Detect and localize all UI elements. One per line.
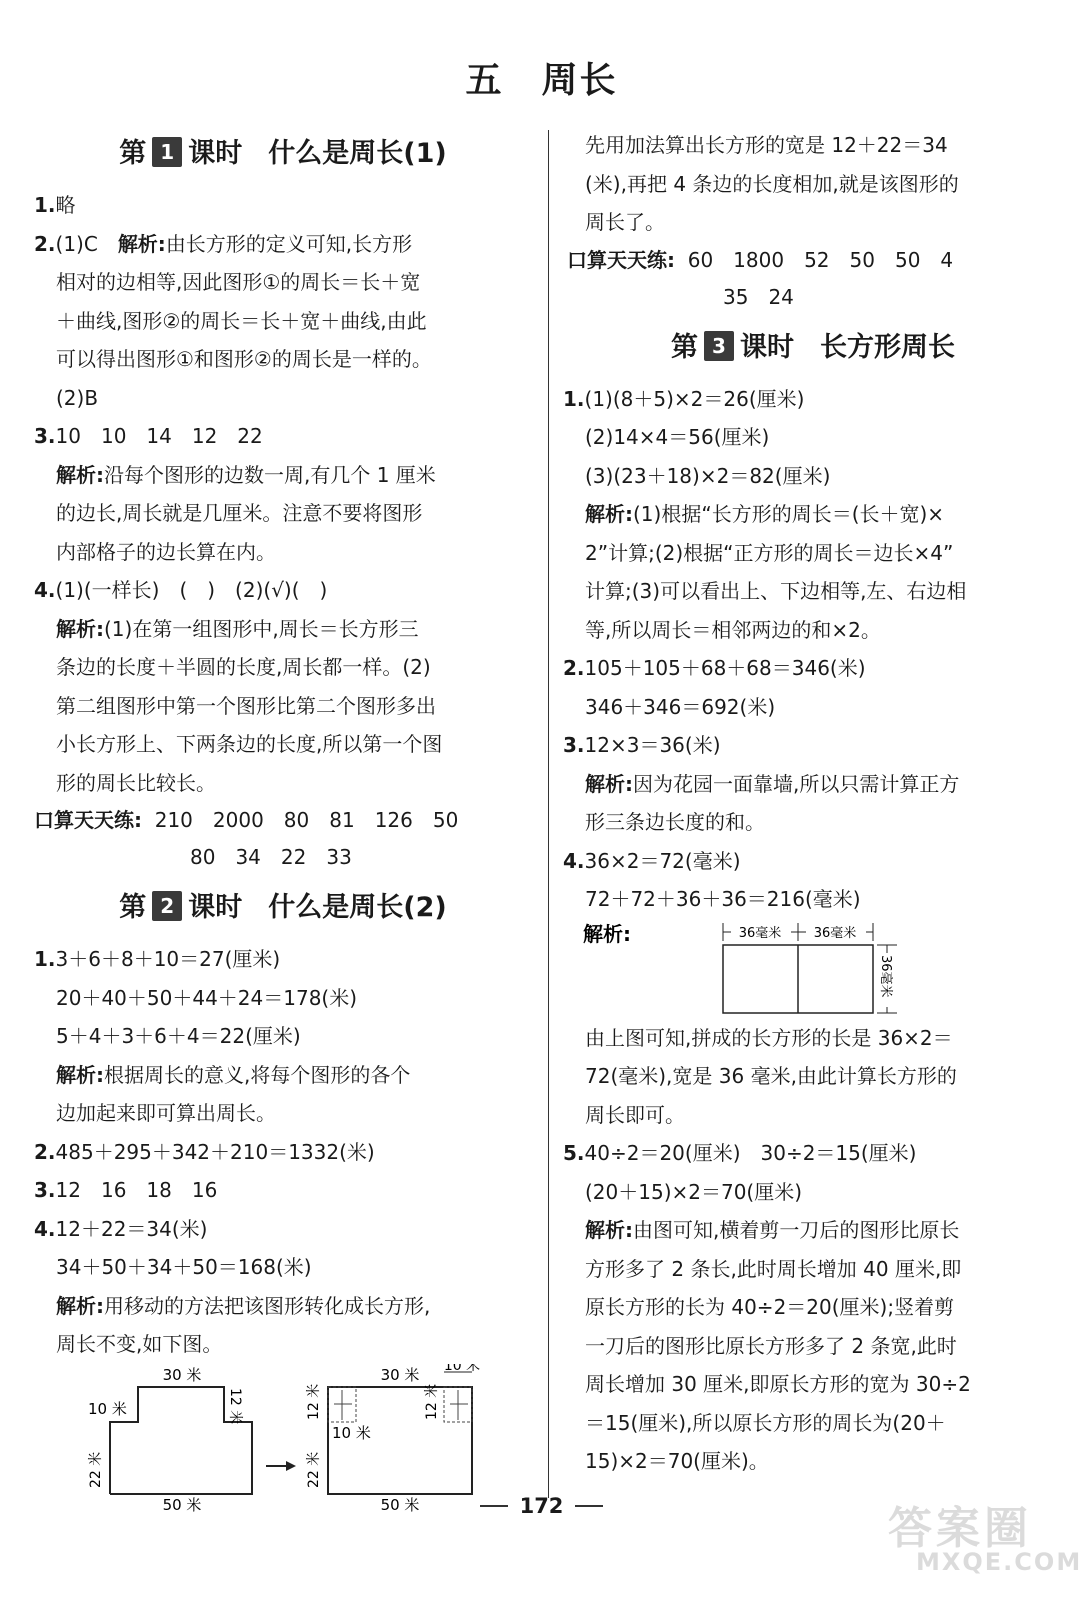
line-text: (1)根据“长方形的周长＝(长＋宽)× (633, 502, 945, 526)
question-number: 3. (34, 424, 56, 448)
text-line (563, 1211, 1063, 1250)
watermark-line1: 答案圈 (888, 1503, 1032, 1554)
text-line (563, 126, 1063, 165)
text-line (563, 495, 1063, 534)
question-number: 4. (34, 578, 56, 602)
question-number: 1. (563, 386, 585, 411)
line-text: ＋曲线,图形②的周长＝长＋宽＋曲线,由此 (56, 308, 427, 333)
shape-transform-svg (34, 1364, 532, 1514)
text-line (563, 726, 1063, 765)
label-a-bottom: 50 米 (162, 1495, 202, 1514)
line-text: 等,所以周长＝相邻两边的和×2。 (585, 617, 881, 642)
text-line (34, 571, 532, 610)
question-number: 5. (563, 1141, 585, 1165)
line-text: (3)(23＋18)×2＝82(厘米) (585, 463, 831, 488)
analysis-label: 解析: (56, 462, 104, 487)
rectangle-join-svg (563, 919, 1063, 1019)
text-line (34, 725, 532, 764)
line-text: 3＋6＋8＋10＝27(厘米) (55, 947, 281, 971)
lesson1-title (34, 128, 532, 180)
text-line (563, 611, 1063, 650)
question-number: 3. (563, 733, 585, 757)
line-text: 形的周长比较长。 (56, 770, 216, 795)
line-text: 计算;(3)可以看出上、下边相等,左、右边相 (585, 579, 967, 603)
question-number: 2. (34, 231, 56, 256)
lesson3-title-topic: 长方形周长 (820, 331, 955, 363)
text-line (563, 1250, 1063, 1289)
analysis-label: 解析: (585, 502, 633, 526)
text-line (563, 380, 1063, 419)
line-text: 可以得出图形①和图形②的周长是一样的。 (56, 347, 432, 371)
text-line (563, 418, 1063, 457)
line-text: 周长不变,如下图。 (56, 1332, 223, 1356)
text-line (563, 457, 1063, 496)
analysis-label: 解析: (585, 1218, 633, 1242)
text-line (34, 340, 532, 379)
text-line (34, 648, 532, 687)
lesson3-number-badge: 3 (704, 331, 734, 361)
line-text: 因为花园一面靠墙,所以只需计算正方 (633, 771, 960, 796)
lesson1-title-topic: 什么是周长(1) (268, 138, 447, 169)
lesson1-title-prefix: 第 (119, 138, 147, 169)
lesson2-answers (34, 940, 532, 1364)
text-line (34, 1210, 532, 1249)
line-text: 由上图可知,拼成的长方形的长是 36×2＝ (585, 1025, 953, 1050)
line-text: 40÷2＝20(厘米) 30÷2＝15(厘米) (584, 1141, 917, 1165)
text-line (563, 688, 1063, 727)
lesson2-title-topic: 什么是周长(2) (268, 892, 447, 923)
text-line (563, 1404, 1063, 1443)
line-text: 内部格子的边长算在内。 (56, 539, 276, 564)
analysis-label: 解析: (56, 1062, 104, 1087)
label-b-left: 22 米 (306, 1451, 322, 1488)
label-a-left-top: 10 米 (88, 1399, 127, 1418)
line-text: 相对的边相等,因此图形①的周长＝长＋宽 (56, 270, 421, 294)
line-text: 346＋346＝692(米) (585, 694, 776, 719)
lesson1-number-badge: 1 (152, 137, 182, 167)
line-text: 原长方形的长为 40÷2＝20(厘米);竖着剪 (585, 1295, 955, 1319)
lesson3-title-suffix: 课时 (740, 331, 794, 363)
text-line (563, 572, 1063, 611)
text-line (34, 456, 532, 495)
column-divider (548, 130, 549, 1498)
analysis-label: 解析: (585, 771, 633, 796)
text-line (563, 1019, 1063, 1058)
question-number: 1. (34, 947, 56, 971)
line-text: 一刀后的图形比原长方形多了 2 条宽,此时 (585, 1333, 957, 1358)
lesson2-title (34, 882, 532, 934)
line-text: 边加起来即可算出周长。 (56, 1101, 276, 1125)
fig-analysis-label: 解析: (583, 921, 631, 946)
analysis-label: 解析: (117, 231, 166, 256)
label-b-corner: 10 米 (443, 1363, 481, 1374)
label-b-bottom: 50 米 (380, 1495, 420, 1514)
watermark (880, 1490, 1083, 1590)
oral-label: 口算天天练: (34, 808, 142, 832)
text-line (34, 1133, 532, 1172)
oral-row: 35 24 (723, 284, 794, 309)
text-line (563, 534, 1063, 573)
lesson3-answers (563, 380, 1063, 919)
label-a-left: 22 米 (88, 1451, 104, 1488)
left-column (34, 126, 532, 1518)
label-a-top: 30 米 (162, 1365, 202, 1384)
analysis-label: 解析: (56, 616, 104, 641)
line-text: 小长方形上、下两条边的长度,所以第一个图 (56, 732, 443, 756)
text-line (563, 1288, 1063, 1327)
lesson2-number-badge: 2 (152, 891, 182, 921)
text-line (34, 764, 532, 803)
text-line (563, 842, 1063, 881)
text-line (563, 1365, 1063, 1404)
lesson2-title-prefix: 第 (119, 892, 147, 923)
label-b-left-top: 12 米 (306, 1383, 322, 1420)
lesson1-oral-practice (34, 802, 532, 876)
label-b-right: 12 米 (424, 1383, 440, 1420)
text-line (563, 649, 1063, 688)
line-text: 由图可知,横着剪一刀后的图形比原长 (633, 1218, 960, 1242)
chapter-title: 五 周长 (465, 60, 618, 101)
line-text: 的边长,周长就是几厘米。注意不要将图形 (56, 501, 423, 525)
line-text: 12 16 18 16 (55, 1178, 218, 1202)
line-text: 根据周长的意义,将每个图形的各个 (104, 1062, 411, 1087)
text-line (563, 1442, 1063, 1481)
question-number: 2. (563, 656, 585, 680)
page-number-dash (575, 1505, 603, 1507)
dim-label-right: 36毫米 (878, 954, 893, 998)
line-text: 先用加法算出长方形的宽是 12＋22＝34 (585, 133, 948, 157)
text-line (563, 1057, 1063, 1096)
line-text: 沿每个图形的边数一周,有几个 1 厘米 (104, 462, 436, 487)
lesson3-answers-continued (563, 1019, 1063, 1481)
oral-label: 口算天天练: (567, 247, 675, 272)
lesson2-oral-practice (567, 242, 1063, 316)
line-text: (1)(一样长) ( ) (2)(√)( ) (55, 578, 328, 602)
line-text: 略 (55, 193, 76, 217)
text-line (34, 379, 532, 418)
text-line (34, 1248, 532, 1287)
line-text: 方形多了 2 条长,此时周长增加 40 厘米,即 (585, 1256, 962, 1281)
page-number-dash (480, 1505, 508, 1507)
text-line (34, 417, 532, 456)
oral-row: 210 2000 80 81 126 50 (154, 808, 459, 832)
line-text: 周长了。 (585, 210, 665, 234)
text-line (34, 1171, 532, 1210)
text-line (34, 979, 532, 1018)
line-text: 105＋105＋68＋68＝346(米) (584, 656, 866, 680)
dim-label-top1: 36毫米 (738, 925, 782, 941)
text-line (34, 1056, 532, 1095)
lesson2-title-suffix: 课时 (188, 892, 243, 923)
dim-label-top2: 36毫米 (813, 925, 857, 941)
text-line (34, 1017, 532, 1056)
text-line (34, 1325, 532, 1364)
line-text: 34＋50＋34＋50＝168(米) (56, 1255, 312, 1279)
question-number: 4. (34, 1216, 56, 1241)
line-text: 10 10 14 12 22 (55, 424, 263, 448)
line-text: (20＋15)×2＝70(厘米) (585, 1179, 803, 1204)
page-number-text: 172 (519, 1494, 564, 1518)
label-b-top: 30 米 (380, 1365, 420, 1384)
line-text: 20＋40＋50＋44＋24＝178(米) (56, 985, 358, 1010)
lesson2-continued (563, 126, 1063, 242)
line-text: 周长增加 30 厘米,即原长方形的宽为 30÷2 (585, 1372, 971, 1396)
text-line (34, 302, 532, 341)
line-text: (2)B (56, 385, 99, 410)
line-text: 485＋295＋342＋210＝1332(米) (55, 1139, 375, 1164)
text-line (34, 186, 532, 225)
text-line (563, 203, 1063, 242)
text-line (34, 263, 532, 302)
line-text: (1)(8＋5)×2＝26(厘米) (584, 386, 805, 411)
lesson3-title (563, 322, 1063, 374)
text-line (34, 533, 532, 572)
oral-row: 80 34 22 33 (190, 845, 352, 869)
line-text: 由长方形的定义可知,长方形 (165, 231, 413, 256)
text-line (563, 803, 1063, 842)
line-text: 15)×2＝70(厘米)。 (585, 1449, 769, 1473)
question-number: 1. (34, 193, 56, 217)
text-line (34, 940, 532, 979)
line-text: 5＋4＋3＋6＋4＝22(厘米) (56, 1024, 301, 1048)
question-number: 2. (34, 1139, 56, 1164)
watermark-line2: MXQE.COM (916, 1548, 1083, 1576)
line-text: (1)C (55, 231, 118, 256)
line-text: (米),再把 4 条边的长度相加,就是该图形的 (585, 171, 959, 196)
text-line (34, 494, 532, 533)
right-column (563, 126, 1063, 1481)
text-line (563, 1173, 1063, 1212)
text-line (34, 610, 532, 649)
text-line (563, 1134, 1063, 1173)
text-line (34, 1287, 532, 1326)
line-text: 12＋22＝34(米) (55, 1216, 208, 1241)
lesson3-title-prefix: 第 (671, 331, 698, 363)
text-line (563, 765, 1063, 804)
line-text: 72＋72＋36＋36＝216(毫米) (585, 887, 861, 911)
line-text: 36×2＝72(毫米) (584, 848, 741, 873)
line-text: 周长即可。 (585, 1102, 685, 1127)
lesson1-answers (34, 186, 532, 802)
text-line (563, 1327, 1063, 1366)
text-line (563, 1096, 1063, 1135)
line-text: 形三条边长度的和。 (585, 810, 765, 834)
line-text: 用移动的方法把该图形转化成长方形, (104, 1293, 431, 1318)
line-text: 2”计算;(2)根据“正方形的周长＝边长×4” (585, 540, 954, 565)
analysis-label: 解析: (56, 1293, 104, 1318)
line-text: 条边的长度＋半圆的长度,周长都一样。(2) (56, 655, 431, 679)
line-text: (2)14×4＝56(厘米) (585, 425, 770, 449)
question-number: 4. (563, 848, 585, 873)
text-line (34, 225, 532, 264)
oral-row: 60 1800 52 50 50 4 (687, 247, 954, 272)
line-text: ＝15(厘米),所以原长方形的周长为(20＋ (585, 1410, 946, 1435)
label-a-right: 12 米 (227, 1387, 243, 1424)
line-text: 12×3＝36(米) (584, 733, 721, 757)
rectangle-join-figure (563, 919, 1063, 1019)
text-line (563, 880, 1063, 919)
text-line (34, 1094, 532, 1133)
line-text: 第二组图形中第一个图形比第二个图形多出 (56, 693, 436, 718)
label-b-left-mid: 10 米 (332, 1423, 371, 1442)
line-text: 72(毫米),宽是 36 毫米,由此计算长方形的 (585, 1064, 957, 1088)
line-text: (1)在第一组图形中,周长＝长方形三 (104, 616, 419, 641)
text-line (34, 687, 532, 726)
text-line (563, 165, 1063, 204)
lesson1-title-suffix: 课时 (188, 138, 243, 169)
question-number: 3. (34, 1178, 56, 1202)
arrow-head (286, 1461, 296, 1471)
